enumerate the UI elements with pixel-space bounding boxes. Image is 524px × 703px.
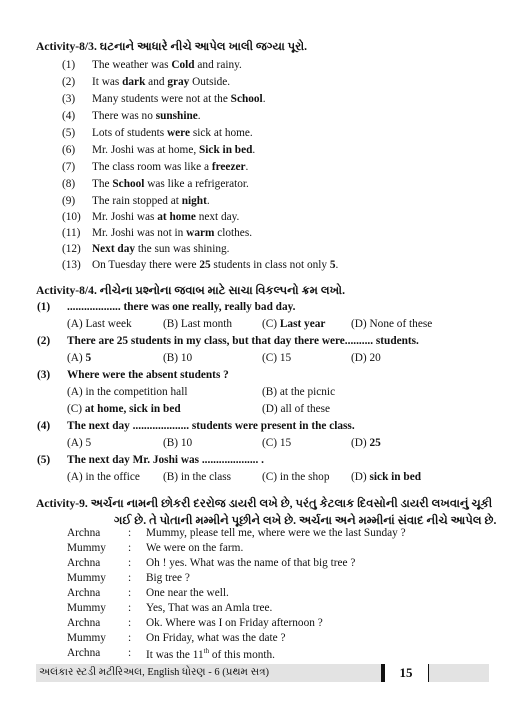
- worksheet-page: Activity-8/3. ઘટનાને આધારે નીચે આપેલ ખાલી જગ્યા પૂરો. (1) The weather was Cold and rainy. (2) It was dark and gray Outside. (3) Many students were not at the School. (4) There was no sunshine. (5) Lots of students were sick at home. (6) Mr. Joshi was at home, Sick in bed. (7) The class room was like a freezer. (8) The School was like a refrigerator. (9) The rain stopped at night. (10) Mr. Joshi was at home next day. (11) Mr. Joshi was not in warm clothes. (12) Next day the sun was shining. (13) On Tuesday there were 25 students in class not only 5. Activity-8/4. નીચેના પ્રશ્નોના જવાબ માટે સાચા વિકલ્પનો ક્રમ લખો. (1) ................... there was one really, really bad day. (A) Last week (B) Last month (C) Last year (D) None of these (2) There are 25 students in my class, but that day there were.......... students. (A) 5 (B) 10 (C) 15 (D) 20 (3) Where were the absent students ? (A) in the competition hall (B) at the picnic (C) at home, sick in bed (D) all of these (4) The next day .................... students were present in the class. (A) 5 (B) 10 (C) 15 (D) 25 (5) The next day Mr. Joshi was .................... . (A) in the office (B) in the class (C) in the shop (D) sick in bed Activity-9. અર્ચના નામની છોકરી દરરોજ ડાયરી લખે છે, પરંતુ કેટલાક દિવસોની ડાયરી લખવાનું ચૂકી ગઈ છે. તે પોતાની મમ્મીને પૂછીને લખે છે. અર્ચના અને મમ્મીનાં સંવાદ નીચે આપેલ છે. Archna : Mummy, please tell me, where were we the last Sunday ? Mummy : We were on the farm. Archna : Oh ! yes. What was the name of that big tree ? Mummy : Big tree ? Archna : One near the well. Mummy : Yes, That was an Amla tree. Archna : Ok. Where was I on Friday afternoon ? અલંકાર સ્ટડી મટીરિઅલ, English ધોરણ - 6 (પ્રથમ સત્ર) 15: [36, 40, 497, 680]
- q5-option-c: (C) in the shop: [262, 471, 330, 483]
- q1-option-d: (D) None of these: [351, 318, 433, 330]
- q3-option-a: (A) in the competition hall: [67, 386, 188, 398]
- q3-option-c: (C) at home, sick in bed: [67, 403, 181, 415]
- q1-option-b: (B) Last month: [163, 318, 233, 330]
- q5-option-d: (D) sick in bed: [351, 471, 421, 483]
- activity-9-heading-line1: Activity-9. અર્ચના નામની છોકરી દરરોજ ડાયરી લખે છે, પરંતુ કેટલાક દિવસોની ડાયરી લખવાનું ચૂકી: [36, 497, 493, 510]
- q2-option-b: (B) 10: [163, 352, 193, 364]
- q4-option-c: (C) 15: [262, 437, 292, 449]
- activity-9-heading-line2: ગઈ છે. તે પોતાની મમ્મીને પૂછીને લખે છે. અર્ચના અને મમ્મીનાં સંવાદ નીચે આપેલ છે.: [114, 514, 497, 527]
- q2-option-a: (A) 5: [67, 352, 92, 364]
- q3-option-b: (B) at the picnic: [262, 386, 336, 398]
- q1-option-c: (C) Last year: [262, 318, 326, 330]
- q5-option-a: (A) in the office: [67, 471, 140, 483]
- activity-8-4-heading: Activity-8/4. નીચેના પ્રશ્નોના જવાબ માટે સાચા વિકલ્પનો ક્રમ લખો.: [36, 284, 345, 297]
- activity-8-3-heading: Activity-8/3. ઘટનાને આધારે નીચે આપેલ ખાલી જગ્યા પૂરો.: [36, 40, 307, 53]
- q5-option-b: (B) in the class: [163, 471, 232, 483]
- q4-option-b: (B) 10: [163, 437, 193, 449]
- q2-option-c: (C) 15: [262, 352, 292, 364]
- q3-option-d: (D) all of these: [262, 403, 331, 415]
- footer-book-title: અલંકાર સ્ટડી મટીરિઅલ, English ધોરણ - 6 (પ્રથમ સત્ર): [36, 664, 381, 682]
- q1-option-a: (A) Last week: [67, 318, 132, 330]
- q2-option-d: (D) 20: [351, 352, 381, 364]
- q4-option-a: (A) 5: [67, 437, 92, 449]
- footer-strip: [428, 664, 489, 682]
- q4-option-d: (D) 25: [351, 437, 381, 449]
- footer-divider: [381, 664, 385, 682]
- page-number: 15: [399, 665, 413, 680]
- page-footer: [36, 664, 488, 682]
